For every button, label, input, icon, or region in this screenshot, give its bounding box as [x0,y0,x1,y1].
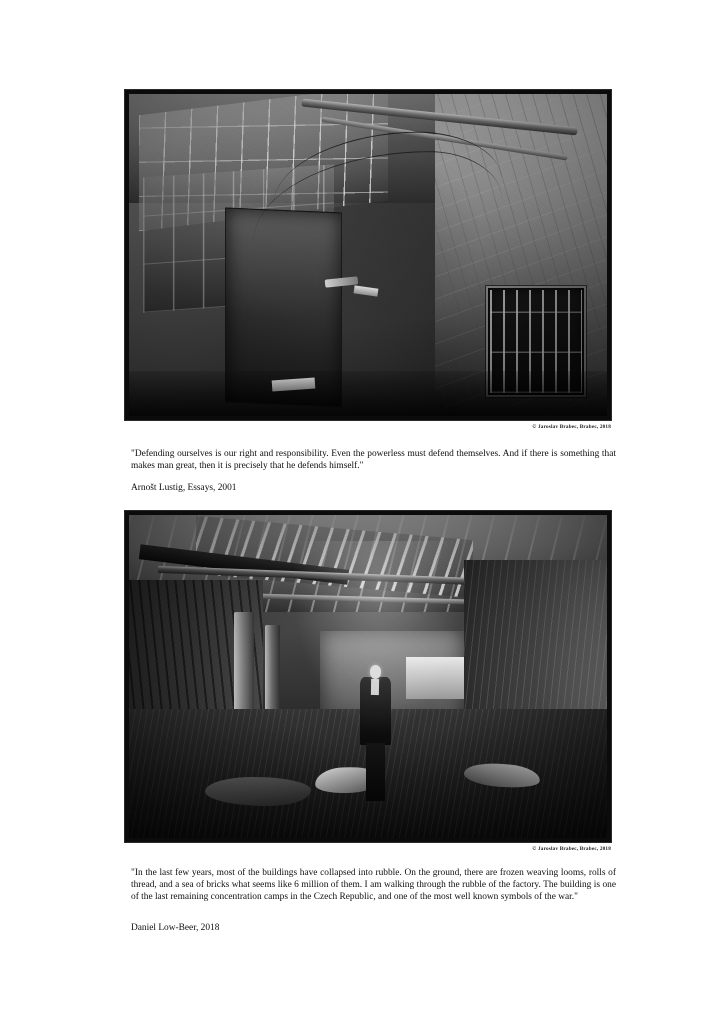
quote-2-attribution: Daniel Low-Beer, 2018 [131,923,220,933]
photo-credit-2-text: Jaroslav Brabec, Brabec, 2018 [538,846,611,852]
photo-frame-2 [124,510,612,843]
figure-1 [124,89,612,430]
photo-frame-1 [124,89,612,421]
photo-credit-1 [124,424,612,430]
photograph-industrial-interior [129,94,607,416]
figure-2 [124,510,612,852]
quote-block-1 [131,448,616,472]
copyright-icon: © [532,846,537,852]
quote-block-2 [131,867,616,904]
photo2-vignette [129,515,607,838]
quote-1-text: "Defending ourselves is our right and responsibility. Even the powerless must defend themselves. And if there is something that makes man great, then it is precisely that he defends himself." [131,449,616,472]
quote-2-text: "In the last few years, most of the buildings have collapsed into rubble. On the ground, there are frozen weaving looms, rolls of thread, and a sea of bricks what seems like 6 million of them. I am walking through the rubble of the factory. The building is one of the last remaining concentration camps in the Czech Republic, and one of the most well known symbols of the war." [131,868,616,903]
quote-1-attribution: Arnošt Lustig, Essays, 2001 [131,483,237,493]
photograph-factory-hall-with-man [129,515,607,838]
photo-credit-2 [124,846,612,852]
photo-credit-1-text: Jaroslav Brabec, Brabec, 2018 [538,424,611,430]
copyright-icon: © [532,424,537,430]
photo1-vignette [129,94,607,416]
